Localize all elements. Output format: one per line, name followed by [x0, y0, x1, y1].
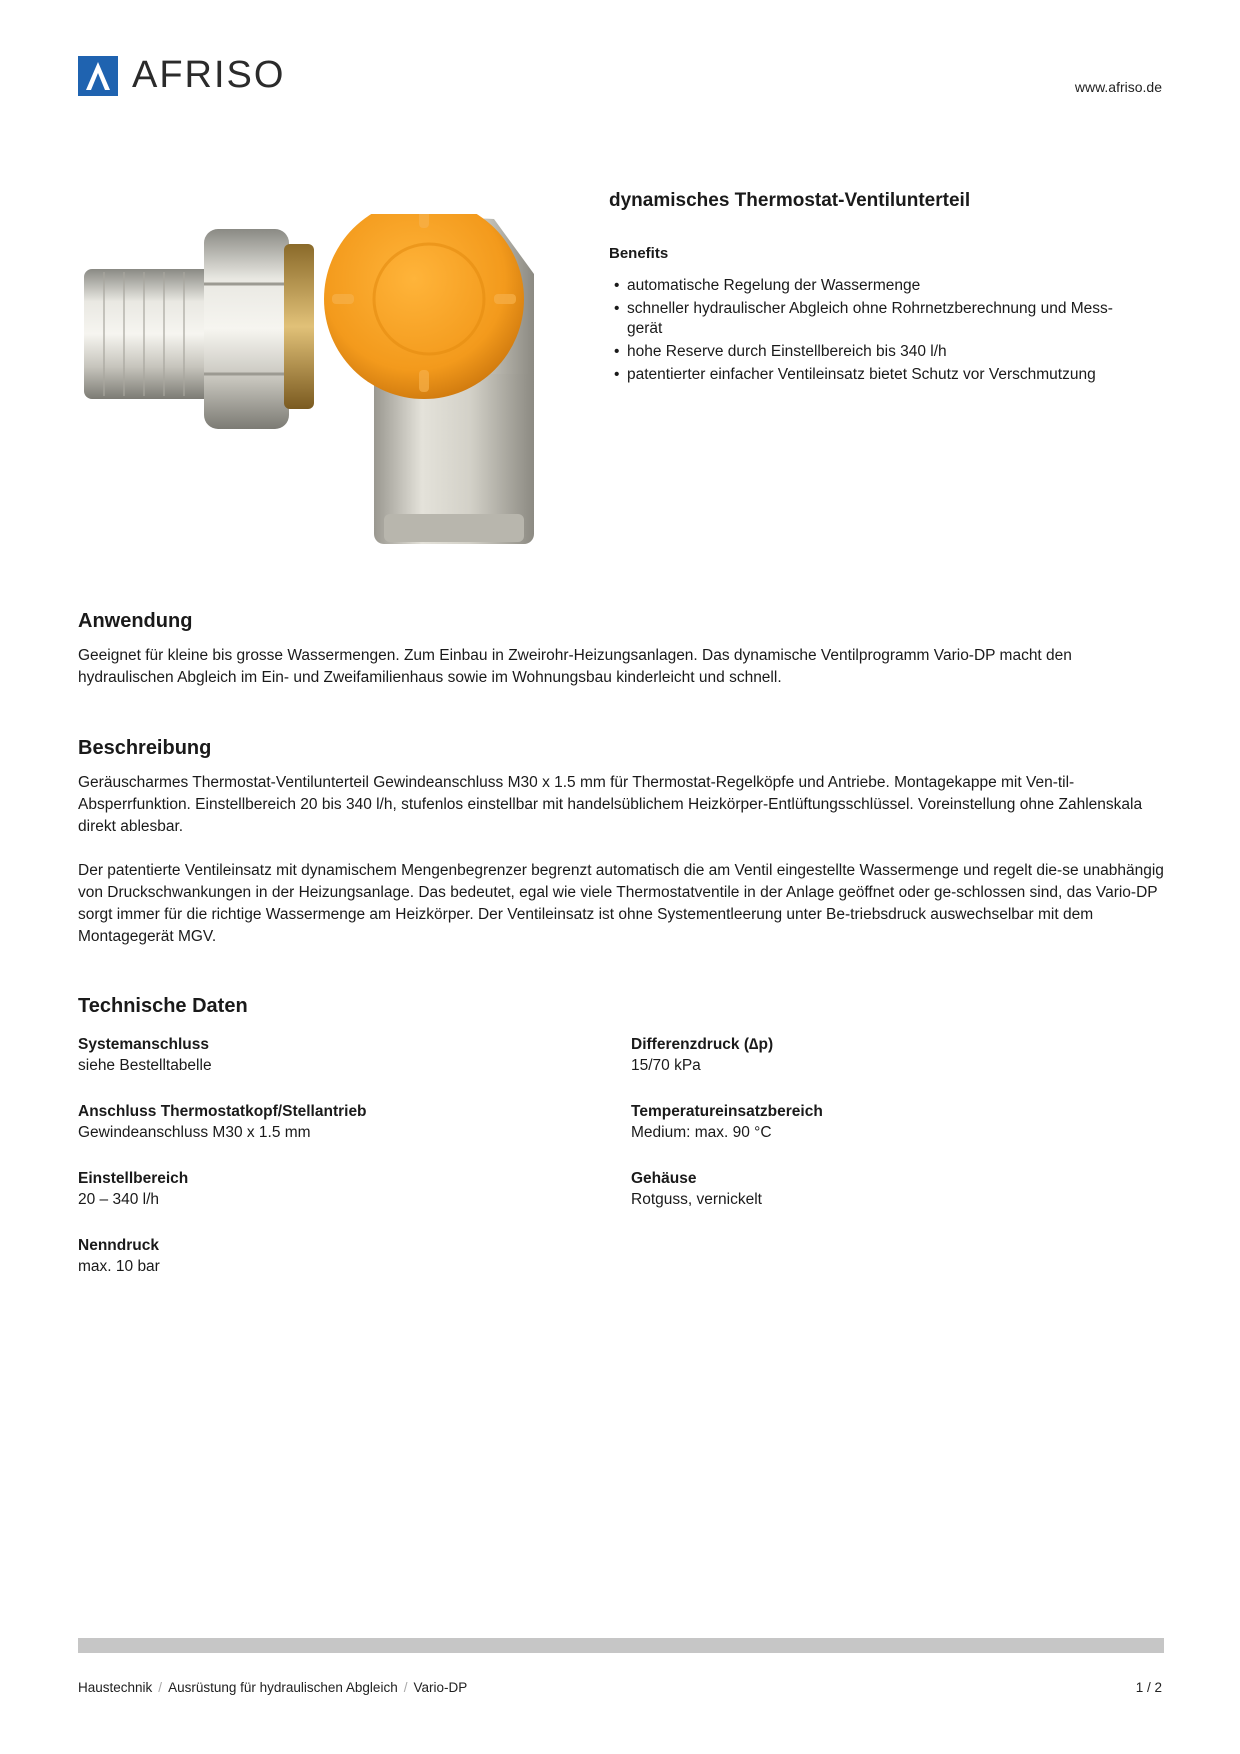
- spec-value: 15/70 kPa: [631, 1057, 701, 1074]
- spec-label: Anschluss Thermostatkopf/Stellantrieb: [78, 1103, 367, 1120]
- spec-gehaeuse: [631, 1169, 762, 1211]
- spec-temperatur: [631, 1102, 823, 1144]
- spec-label: Temperatureinsatzbereich: [631, 1103, 823, 1120]
- brand-logo[interactable]: [78, 54, 285, 97]
- product-title: dynamisches Thermostat-Ventilunterteil: [609, 190, 971, 211]
- spec-label: Systemanschluss: [78, 1036, 209, 1053]
- beschreibung-paragraph-2: Der patentierte Ventileinsatz mit dynamischem Mengenbegrenzer begrenzt automatisch die am Ventil eingestellte Wassermenge und regelt die-se unabhängig von Druckschwankungen in der Heizungsanlage. Das bedeutet, egal wie viele Thermostatventile in der Anlage geöffnet oder ge-schlossen sind, das Vario-DP sorgt immer für die richtige Wassermenge am Heizkörper. Der Ventileinsatz ist ohne Systementleerung unter Be-triebsdruck auswechselbar mit dem Montagegerät MGV.: [78, 862, 1164, 945]
- spec-label: Differenzdruck (∆p): [631, 1036, 774, 1053]
- breadcrumb-item-haustechnik[interactable]: Haustechnik: [78, 1680, 153, 1695]
- spec-value: siehe Bestelltabelle: [78, 1057, 212, 1074]
- anwendung-text: Geeignet für kleine bis grosse Wassermengen. Zum Einbau in Zweirohr-Heizungsanlagen. Das dynamische Ventilprogramm Vario-DP macht den hydraulischen Abgleich im Ein- und Zweifamilienhaus sowie im Wohnungsbau kinderleicht und schnell.: [78, 647, 1072, 686]
- anwendung-heading: Anwendung: [78, 610, 193, 632]
- spec-label: Nenndruck: [78, 1237, 159, 1254]
- spec-anschluss: [78, 1102, 367, 1144]
- breadcrumb-separator: /: [158, 1680, 163, 1695]
- breadcrumb-separator: /: [403, 1680, 408, 1695]
- spec-value: Rotguss, vernickelt: [631, 1191, 762, 1208]
- afriso-logo-icon: [78, 56, 118, 96]
- spec-value: max. 10 bar: [78, 1258, 160, 1275]
- website-link[interactable]: www.afriso.de: [1074, 79, 1162, 95]
- list-item: • patentierter einfacher Ventileinsatz bietet Schutz vor Verschmutzung: [609, 365, 1169, 385]
- breadcrumb-item-abgleich[interactable]: Ausrüstung für hydraulischen Abgleich: [168, 1680, 398, 1695]
- spec-label: Gehäuse: [631, 1170, 697, 1187]
- footer-divider: [78, 1638, 1164, 1653]
- breadcrumb-item-vario-dp[interactable]: Vario-DP: [413, 1680, 468, 1695]
- brand-name: AFRISO: [132, 54, 286, 96]
- benefits-list: [609, 276, 1169, 388]
- product-image: [84, 214, 584, 544]
- breadcrumb: [78, 1680, 467, 1695]
- list-item: • hohe Reserve durch Einstellbereich bis 340 l/h: [609, 342, 1169, 362]
- spec-einstellbereich: [78, 1169, 188, 1211]
- beschreibung-paragraph-1: Geräuscharmes Thermostat-Ventilunterteil Gewindeanschluss M30 x 1.5 mm für Thermostat-Regelköpfe und Antriebe. Montagekappe mit Ven-til-Absperrfunktion. Einstellbereich 20 bis 340 l/h, stufenlos einstellbar mit handelsüblichem Heizkörper-Entlüftungsschlüssel. Voreinstellung ohne Zahlenskala direkt ablesbar.: [78, 774, 1143, 835]
- spec-differenzdruck: [631, 1035, 773, 1077]
- spec-value: Gewindeanschluss M30 x 1.5 mm: [78, 1124, 311, 1141]
- page-number: 1 / 2: [1135, 1680, 1162, 1695]
- benefits-heading: Benefits: [609, 245, 669, 262]
- spec-value: 20 – 340 l/h: [78, 1191, 160, 1208]
- list-item: [609, 299, 1169, 339]
- technische-daten-heading: Technische Daten: [78, 995, 248, 1017]
- list-item-text: schneller hydraulischer Abgleich ohne Rohrnetzberechnung und Mess- gerät: [627, 300, 1113, 337]
- spec-nenndruck: [78, 1236, 160, 1278]
- spec-systemanschluss: [78, 1035, 212, 1077]
- beschreibung-heading: Beschreibung: [78, 737, 212, 759]
- list-item: • automatische Regelung der Wassermenge: [609, 276, 1169, 296]
- spec-label: Einstellbereich: [78, 1170, 189, 1187]
- spec-value: Medium: max. 90 °C: [631, 1124, 772, 1141]
